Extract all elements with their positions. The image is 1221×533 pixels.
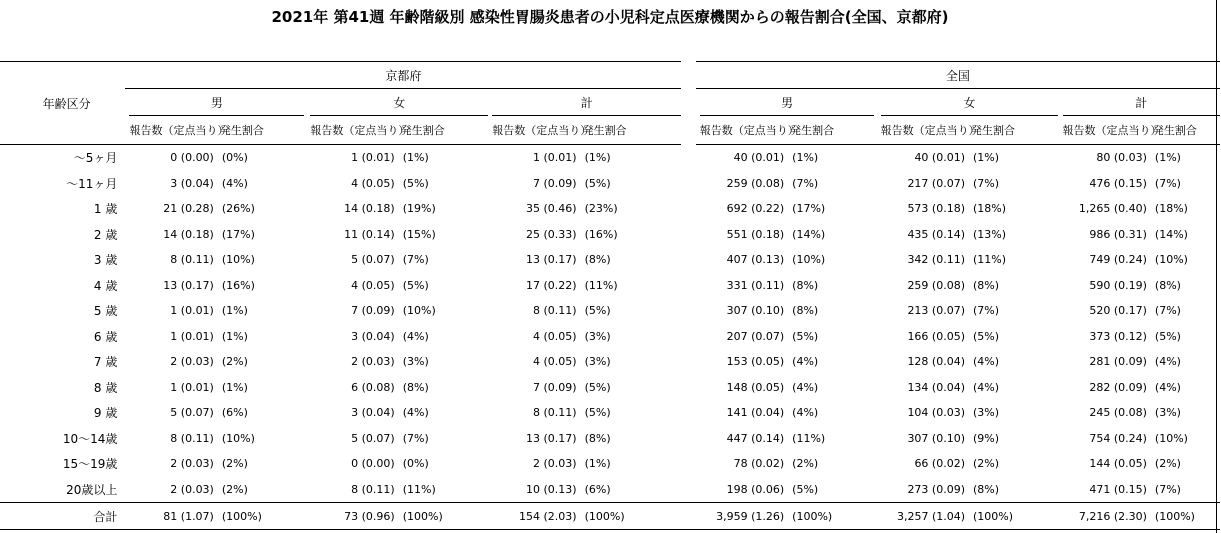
report-count-cell: 373 (0.12) <box>1089 329 1147 343</box>
rate-cell: (0%) <box>221 151 248 165</box>
rate-cell: (8%) <box>1154 278 1181 292</box>
age-label: 2 歳 <box>93 227 118 242</box>
report-count-cell: 13 (0.17) <box>163 278 214 292</box>
report-count-cell: 447 (0.14) <box>726 431 785 445</box>
region-gap <box>681 400 695 426</box>
col-header-rate: 発生割合 <box>788 116 874 145</box>
report-count-cell: 128 (0.04) <box>907 355 966 369</box>
rate-cell: (4%) <box>402 329 429 343</box>
region-gap <box>681 503 695 530</box>
col-header-rate: 発生割合 <box>399 116 488 145</box>
report-count-cell: 8 (0.11) <box>170 431 214 445</box>
col-header-rate: 発生割合 <box>969 116 1058 145</box>
table-row <box>0 426 1220 452</box>
region-gap <box>681 298 695 324</box>
rate-cell: (16%) <box>584 227 618 241</box>
region-gap <box>681 62 695 89</box>
rate-cell: (100%) <box>969 503 1058 530</box>
rate-cell: (3%) <box>1154 406 1181 420</box>
report-count-cell: 520 (0.17) <box>1089 304 1147 318</box>
rate-cell: (5%) <box>584 406 611 420</box>
age-label: 9 歳 <box>93 406 118 421</box>
rate-cell: (1%) <box>221 380 248 394</box>
report-count-cell: 435 (0.14) <box>907 227 966 241</box>
rate-cell: (5%) <box>584 304 611 318</box>
rate-cell: (1%) <box>402 151 429 165</box>
age-label: 6 歳 <box>93 329 118 344</box>
report-count-cell: 4 (0.05) <box>351 278 395 292</box>
region-gap <box>681 349 695 375</box>
report-count-cell: 692 (0.22) <box>726 202 785 216</box>
report-count-cell: 144 (0.05) <box>1089 457 1147 471</box>
report-table <box>0 61 1220 530</box>
report-count-cell: 166 (0.05) <box>907 329 966 343</box>
report-count-cell: 25 (0.33) <box>526 227 577 241</box>
col-header-count: 報告数（定点当り） <box>492 116 580 145</box>
report-count-cell: 7 (0.09) <box>533 380 577 394</box>
report-count-cell: 21 (0.28) <box>163 202 214 216</box>
age-label: ～5ヶ月 <box>73 151 118 166</box>
report-count-cell: 141 (0.04) <box>726 406 785 420</box>
rate-cell: (11%) <box>584 278 618 292</box>
rate-cell: (14%) <box>1154 227 1188 241</box>
report-count-cell: 3 (0.04) <box>351 329 395 343</box>
rate-cell: (100%) <box>218 503 304 530</box>
age-label: 15～19歳 <box>62 457 118 472</box>
rate-cell: (7%) <box>973 304 1000 318</box>
region-gap <box>681 426 695 452</box>
table-row <box>0 247 1220 273</box>
rate-cell: (3%) <box>973 406 1000 420</box>
report-count-cell: 407 (0.13) <box>726 253 785 267</box>
total-row <box>0 503 1220 530</box>
rate-cell: (100%) <box>1151 503 1220 530</box>
col-header-rate: 発生割合 <box>1151 116 1220 145</box>
header-column-row <box>0 116 1220 145</box>
report-count-cell: 8 (0.11) <box>533 406 577 420</box>
report-count-cell: 7,216 (2.30) <box>1063 503 1151 530</box>
report-count-cell: 66 (0.02) <box>914 457 966 471</box>
report-count-cell: 245 (0.08) <box>1089 406 1147 420</box>
rate-cell: (11%) <box>792 431 826 445</box>
rate-cell: (8%) <box>402 380 429 394</box>
report-count-cell: 40 (0.01) <box>733 151 785 165</box>
rate-cell: (8%) <box>792 278 819 292</box>
rate-cell: (1%) <box>584 151 611 165</box>
rate-cell: (10%) <box>402 304 436 318</box>
report-count-cell: 35 (0.46) <box>526 202 577 216</box>
report-count-cell: 342 (0.11) <box>907 253 966 267</box>
rate-cell: (6%) <box>584 482 611 496</box>
table-row <box>0 324 1220 350</box>
rate-cell: (10%) <box>792 253 826 267</box>
report-count-cell: 3,959 (1.26) <box>700 503 788 530</box>
rate-cell: (5%) <box>584 380 611 394</box>
region-gap <box>681 477 695 503</box>
region-gap <box>681 324 695 350</box>
region-header-kyoto: 京都府 <box>125 62 681 89</box>
col-header-rate: 発生割合 <box>581 116 682 145</box>
report-count-cell: 2 (0.03) <box>170 355 214 369</box>
page-title: 2021年 第41週 年齢階級別 感染性胃腸炎患者の小児科定点医療機関からの報告割合(全国、京都府) <box>271 8 949 26</box>
rate-cell: (4%) <box>973 355 1000 369</box>
report-count-cell: 13 (0.17) <box>526 253 577 267</box>
rate-cell: (7%) <box>792 176 819 190</box>
rate-cell: (10%) <box>1154 253 1188 267</box>
report-count-cell: 14 (0.18) <box>163 227 214 241</box>
report-count-cell: 73 (0.96) <box>310 503 398 530</box>
report-count-cell: 4 (0.05) <box>533 329 577 343</box>
report-count-cell: 573 (0.18) <box>907 202 966 216</box>
report-count-cell: 10 (0.13) <box>526 482 577 496</box>
region-gap <box>681 89 695 116</box>
rate-cell: (7%) <box>1154 482 1181 496</box>
sex-header-kyoto-0: 男 <box>129 89 304 116</box>
age-label: 1 歳 <box>93 202 118 217</box>
sex-header-national-2: 計 <box>1063 89 1220 116</box>
rate-cell: (18%) <box>973 202 1007 216</box>
report-count-cell: 259 (0.08) <box>726 176 785 190</box>
age-label: 20歳以上 <box>66 482 118 497</box>
rate-cell: (1%) <box>221 304 248 318</box>
rate-cell: (4%) <box>402 406 429 420</box>
rate-cell: (11%) <box>402 482 436 496</box>
col-header-count: 報告数（定点当り） <box>1063 116 1151 145</box>
rate-cell: (1%) <box>584 457 611 471</box>
col-header-count: 報告数（定点当り） <box>700 116 788 145</box>
rate-cell: (8%) <box>792 304 819 318</box>
report-count-cell: 207 (0.07) <box>726 329 785 343</box>
report-count-cell: 78 (0.02) <box>733 457 785 471</box>
rate-cell: (7%) <box>1154 304 1181 318</box>
rate-cell: (10%) <box>1154 431 1188 445</box>
rate-cell: (7%) <box>973 176 1000 190</box>
report-count-cell: 273 (0.09) <box>907 482 966 496</box>
rate-cell: (5%) <box>792 482 819 496</box>
rate-cell: (18%) <box>1154 202 1188 216</box>
report-count-cell: 5 (0.07) <box>170 406 214 420</box>
rate-cell: (0%) <box>402 457 429 471</box>
table-row <box>0 196 1220 222</box>
rate-cell: (100%) <box>399 503 488 530</box>
report-count-cell: 7 (0.09) <box>533 176 577 190</box>
report-count-cell: 4 (0.05) <box>351 176 395 190</box>
header-sex-row <box>0 89 1220 116</box>
rate-cell: (7%) <box>402 431 429 445</box>
rate-cell: (8%) <box>584 431 611 445</box>
age-label: ～11ヶ月 <box>66 176 118 191</box>
age-label: 8 歳 <box>93 380 118 395</box>
region-gap <box>681 375 695 401</box>
report-count-cell: 8 (0.11) <box>170 253 214 267</box>
header-region-row <box>0 62 1220 89</box>
report-count-cell: 331 (0.11) <box>726 278 785 292</box>
table-row <box>0 171 1220 197</box>
report-count-cell: 40 (0.01) <box>914 151 966 165</box>
rate-cell: (9%) <box>973 431 1000 445</box>
report-count-cell: 7 (0.09) <box>351 304 395 318</box>
region-gap <box>681 196 695 222</box>
rate-cell: (3%) <box>402 355 429 369</box>
rate-cell: (4%) <box>221 176 248 190</box>
report-count-cell: 307 (0.10) <box>726 304 785 318</box>
report-count-cell: 5 (0.07) <box>351 253 395 267</box>
report-count-cell: 6 (0.08) <box>351 380 395 394</box>
table-row <box>0 222 1220 248</box>
rate-cell: (4%) <box>1154 380 1181 394</box>
report-count-cell: 17 (0.22) <box>526 278 577 292</box>
rate-cell: (2%) <box>221 457 248 471</box>
rate-cell: (1%) <box>1154 151 1181 165</box>
rate-cell: (4%) <box>792 380 819 394</box>
report-count-cell: 3,257 (1.04) <box>881 503 969 530</box>
report-count-cell: 81 (1.07) <box>129 503 217 530</box>
rate-cell: (3%) <box>584 329 611 343</box>
table-row <box>0 145 1220 171</box>
report-count-cell: 0 (0.00) <box>351 457 395 471</box>
table-row <box>0 298 1220 324</box>
rate-cell: (13%) <box>973 227 1007 241</box>
rate-cell: (10%) <box>221 253 255 267</box>
report-count-cell: 281 (0.09) <box>1089 355 1147 369</box>
rate-cell: (5%) <box>402 278 429 292</box>
report-count-cell: 476 (0.15) <box>1089 176 1147 190</box>
report-count-cell: 11 (0.14) <box>344 227 395 241</box>
sex-header-kyoto-2: 計 <box>492 89 681 116</box>
rate-cell: (1%) <box>973 151 1000 165</box>
rate-cell: (26%) <box>221 202 255 216</box>
report-count-cell: 749 (0.24) <box>1089 253 1147 267</box>
report-count-cell: 153 (0.05) <box>726 355 785 369</box>
table-row <box>0 273 1220 299</box>
report-count-cell: 1 (0.01) <box>351 151 395 165</box>
report-count-cell: 3 (0.04) <box>351 406 395 420</box>
report-count-cell: 0 (0.00) <box>170 151 214 165</box>
rate-cell: (17%) <box>792 202 826 216</box>
rate-cell: (19%) <box>402 202 436 216</box>
sex-header-national-1: 女 <box>881 89 1059 116</box>
rate-cell: (8%) <box>973 482 1000 496</box>
rate-cell: (1%) <box>221 329 248 343</box>
rate-cell: (5%) <box>1154 329 1181 343</box>
age-label: 3 歳 <box>93 253 118 268</box>
rate-cell: (2%) <box>973 457 1000 471</box>
region-gap <box>681 222 695 248</box>
col-header-count: 報告数（定点当り） <box>129 116 217 145</box>
report-count-cell: 3 (0.04) <box>170 176 214 190</box>
rate-cell: (7%) <box>402 253 429 267</box>
report-count-cell: 5 (0.07) <box>351 431 395 445</box>
rate-cell: (4%) <box>792 355 819 369</box>
rate-cell: (3%) <box>584 355 611 369</box>
report-count-cell: 2 (0.03) <box>170 482 214 496</box>
age-label: 4 歳 <box>93 278 118 293</box>
rate-cell: (5%) <box>792 329 819 343</box>
report-count-cell: 134 (0.04) <box>907 380 966 394</box>
report-count-cell: 551 (0.18) <box>726 227 785 241</box>
rate-cell: (2%) <box>1154 457 1181 471</box>
report-count-cell: 1,265 (0.40) <box>1078 202 1147 216</box>
report-count-cell: 2 (0.03) <box>533 457 577 471</box>
rate-cell: (17%) <box>221 227 255 241</box>
rate-cell: (2%) <box>221 482 248 496</box>
table-row <box>0 477 1220 503</box>
report-count-cell: 307 (0.10) <box>907 431 966 445</box>
report-count-cell: 148 (0.05) <box>726 380 785 394</box>
rate-cell: (5%) <box>402 176 429 190</box>
rate-cell: (2%) <box>792 457 819 471</box>
age-column-header: 年齢区分 <box>0 62 125 145</box>
report-count-cell: 2 (0.03) <box>170 457 214 471</box>
report-count-cell: 14 (0.18) <box>344 202 395 216</box>
region-header-national: 全国 <box>696 62 1220 89</box>
rate-cell: (100%) <box>581 503 682 530</box>
rate-cell: (4%) <box>1154 355 1181 369</box>
report-count-cell: 2 (0.03) <box>351 355 395 369</box>
age-label: 7 歳 <box>93 355 118 370</box>
table-row <box>0 375 1220 401</box>
report-count-cell: 590 (0.19) <box>1089 278 1147 292</box>
rate-cell: (4%) <box>973 380 1000 394</box>
region-gap <box>681 116 695 145</box>
report-count-cell: 213 (0.07) <box>907 304 966 318</box>
rate-cell: (7%) <box>1154 176 1181 190</box>
report-count-cell: 259 (0.08) <box>907 278 966 292</box>
table-row <box>0 451 1220 477</box>
rate-cell: (4%) <box>792 406 819 420</box>
rate-cell: (5%) <box>584 176 611 190</box>
rate-cell: (10%) <box>221 431 255 445</box>
report-count-cell: 754 (0.24) <box>1089 431 1147 445</box>
report-count-cell: 471 (0.15) <box>1089 482 1147 496</box>
rate-cell: (100%) <box>788 503 874 530</box>
col-header-count: 報告数（定点当り） <box>310 116 398 145</box>
rate-cell: (8%) <box>973 278 1000 292</box>
report-count-cell: 154 (2.03) <box>492 503 580 530</box>
report-count-cell: 4 (0.05) <box>533 355 577 369</box>
report-count-cell: 1 (0.01) <box>170 380 214 394</box>
report-count-cell: 8 (0.11) <box>351 482 395 496</box>
report-count-cell: 13 (0.17) <box>526 431 577 445</box>
report-count-cell: 986 (0.31) <box>1089 227 1147 241</box>
table-row <box>0 349 1220 375</box>
rate-cell: (2%) <box>221 355 248 369</box>
rate-cell: (16%) <box>221 278 255 292</box>
rate-cell: (15%) <box>402 227 436 241</box>
age-label: 10～14歳 <box>62 431 118 446</box>
rate-cell: (8%) <box>584 253 611 267</box>
region-gap <box>681 145 695 171</box>
region-gap <box>681 171 695 197</box>
report-count-cell: 217 (0.07) <box>907 176 966 190</box>
sex-header-kyoto-1: 女 <box>310 89 488 116</box>
rate-cell: (5%) <box>973 329 1000 343</box>
table-row <box>0 400 1220 426</box>
rate-cell: (23%) <box>584 202 618 216</box>
report-count-cell: 80 (0.03) <box>1096 151 1147 165</box>
report-count-cell: 282 (0.09) <box>1089 380 1147 394</box>
report-count-cell: 104 (0.03) <box>907 406 966 420</box>
age-label: 合計 <box>0 503 125 530</box>
age-label: 5 歳 <box>93 304 118 319</box>
col-header-count: 報告数（定点当り） <box>881 116 969 145</box>
sex-header-national-0: 男 <box>700 89 875 116</box>
rate-cell: (14%) <box>792 227 826 241</box>
report-count-cell: 1 (0.01) <box>170 329 214 343</box>
region-gap <box>681 247 695 273</box>
report-count-cell: 198 (0.06) <box>726 482 785 496</box>
region-gap <box>681 273 695 299</box>
rate-cell: (11%) <box>973 253 1007 267</box>
rate-cell: (1%) <box>792 151 819 165</box>
region-gap <box>681 451 695 477</box>
report-count-cell: 1 (0.01) <box>170 304 214 318</box>
report-count-cell: 8 (0.11) <box>533 304 577 318</box>
rate-cell: (6%) <box>221 406 248 420</box>
col-header-rate: 発生割合 <box>218 116 304 145</box>
report-count-cell: 1 (0.01) <box>533 151 577 165</box>
